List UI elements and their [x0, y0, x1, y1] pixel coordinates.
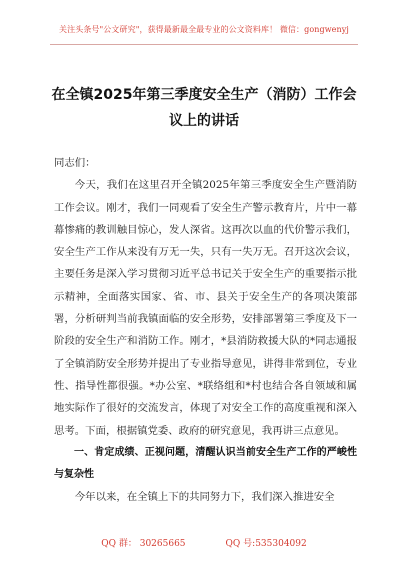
section-heading: 一、肯定成绩、正视问题，清醒认识当前安全生产工作的严峻性与复杂性	[54, 446, 357, 481]
header-divider	[50, 44, 358, 45]
footer-qq-number: QQ 号:535304092	[225, 539, 307, 549]
document-body	[54, 152, 357, 509]
header-banner: 关注头条号"公文研究"，获得最新最全最专业的公文资料库！ 微信：gongwenyj	[59, 25, 349, 34]
body-paragraph-continuation: 今年以来，在全镇上下的共同努力下，我们深入推进安全	[74, 491, 335, 504]
footer-contact	[0, 536, 408, 549]
salutation: 同志们：	[54, 157, 96, 169]
footer-qq-group: QQ 群： 30265665	[101, 539, 186, 549]
document-title: 在全镇2025年第三季度安全生产（消防）工作会议上的讲话	[51, 87, 357, 129]
body-paragraph: 今天，我们在这里召开全镇2025年第三季度安全生产暨消防工作会议。刚才，我们一同观看了安全生产警示教育片，片中一幕幕惨痛的教训触目惊心，发人深省。这再次以血的代价警示我们，安全生产工作从来没有万无一失，只有一失万无。召开这次会议，主要任务是深入学习贯彻习近平总书记关于安全生产的重要指示批示精神，全面落实国家、省、市、县关于安全生产的各项决策部署，分析研判当前我镇面临的安全形势，安排部署第三季度及下一阶段的安全生产和消防工作。刚才，*县消防救援大队的*同志通报了全镇消防安全形势并提出了专业指导意见，讲得非常到位，专业性、指导性都很强。*办公室、*联络组和*村也结合各自领域和属地实际作了很好的交流发言，体现了对安全工作的高度重视和深入思考。下面，根据镇党委、政府的研究意见，我再讲三点意见。	[54, 179, 357, 437]
